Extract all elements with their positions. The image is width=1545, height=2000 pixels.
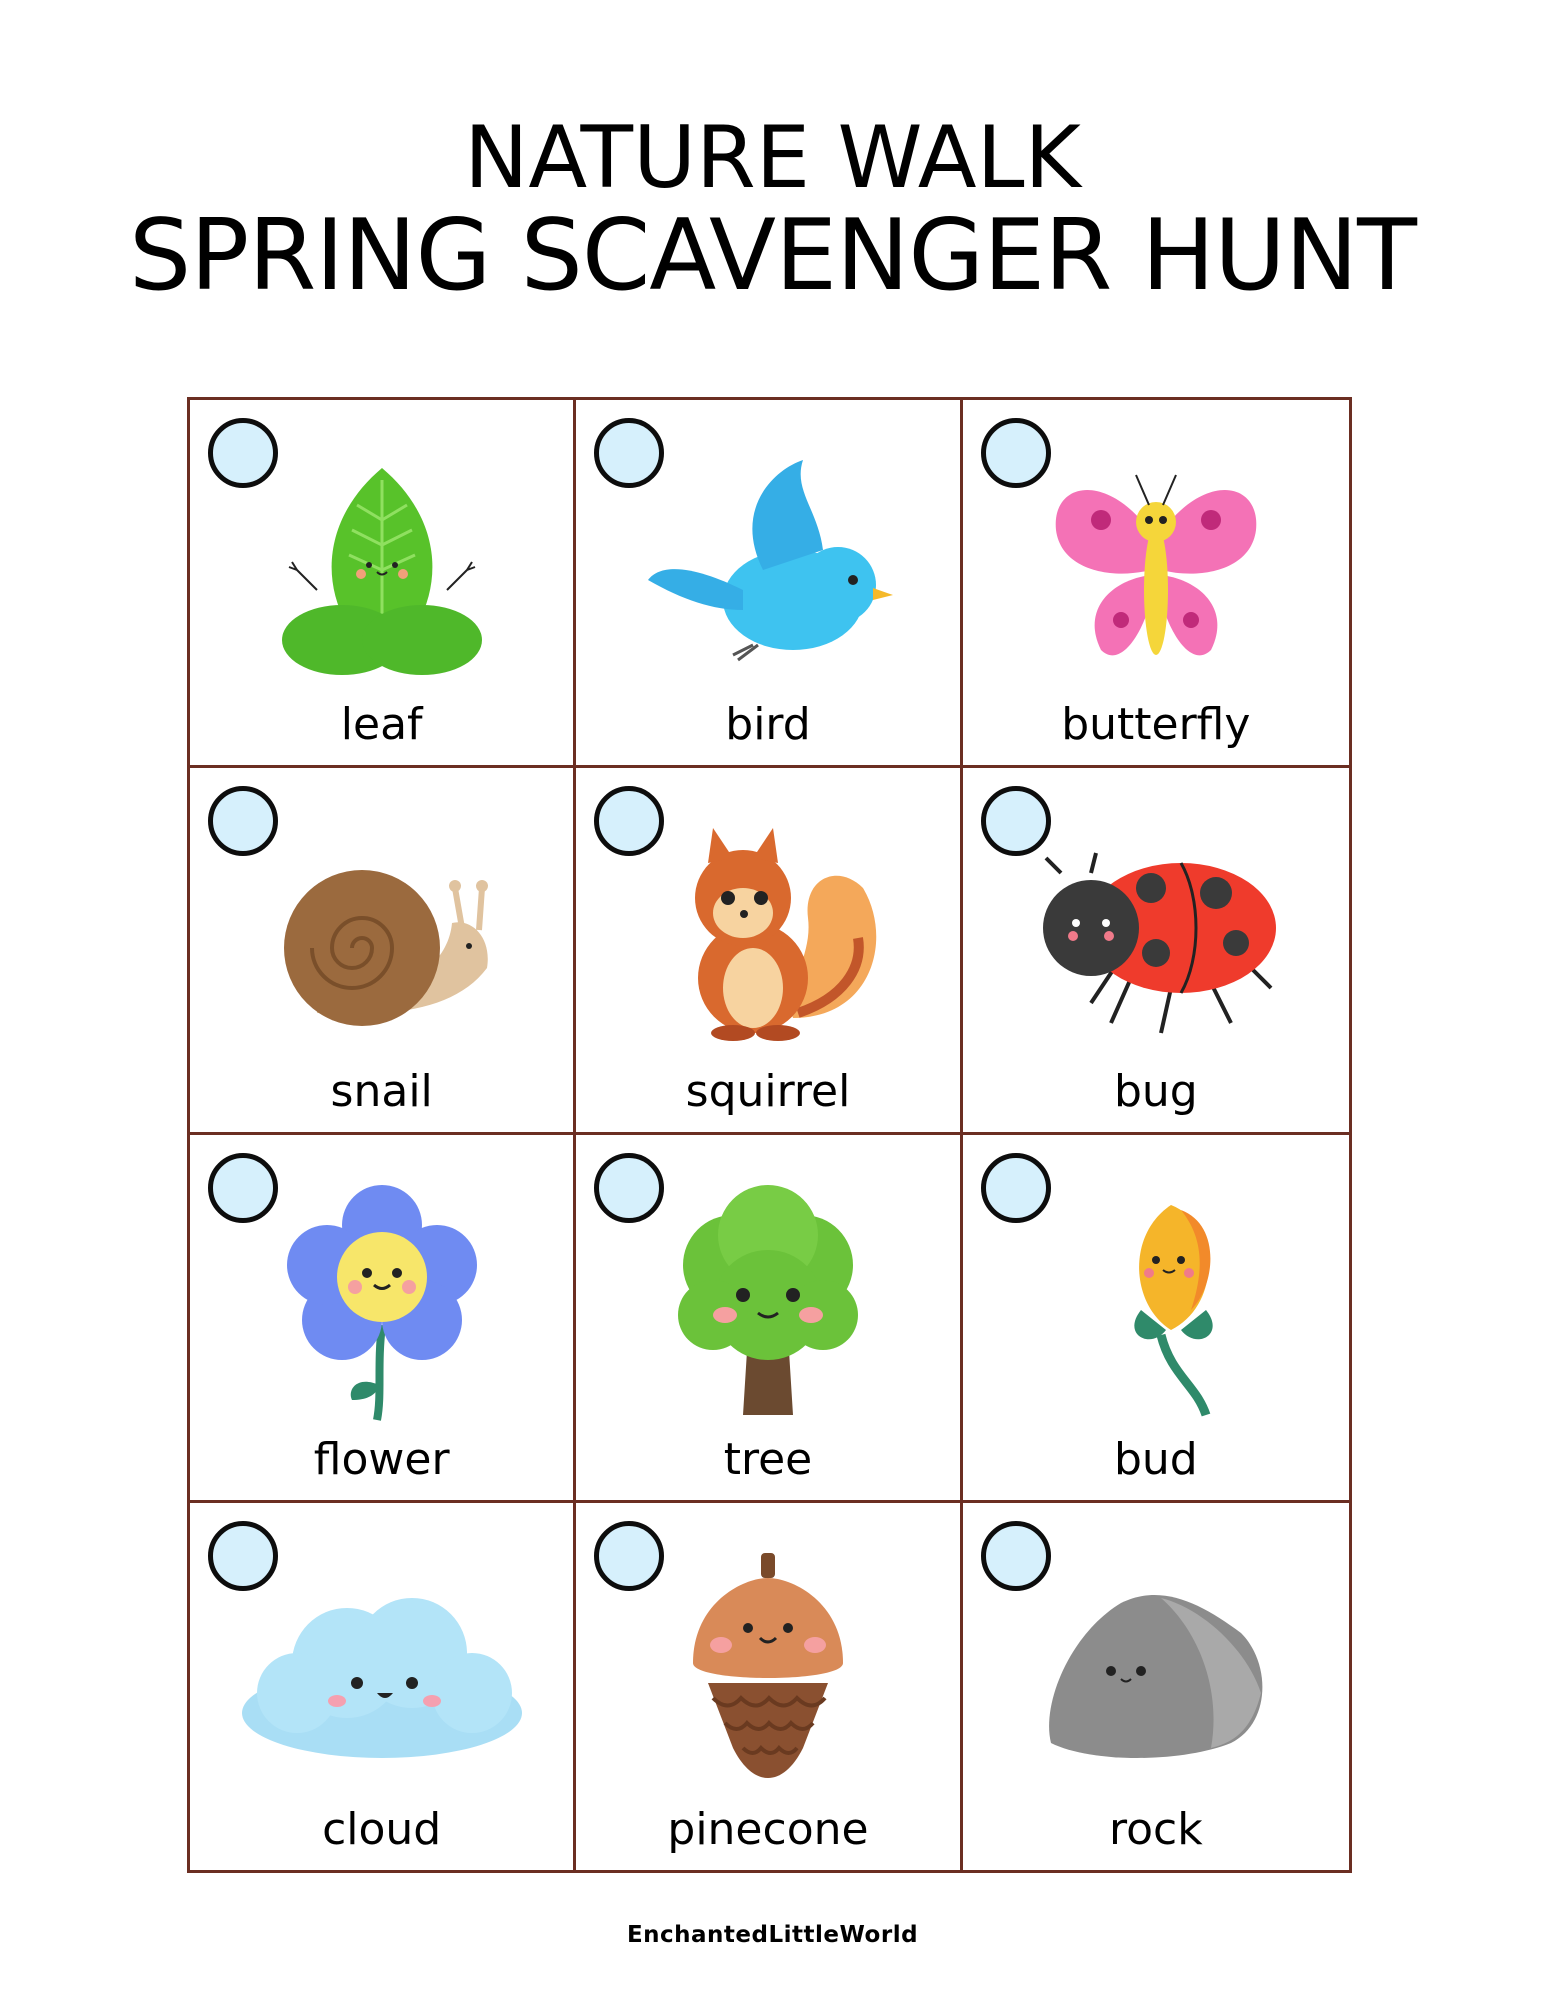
title-nature-walk: NATURE WALK	[464, 108, 1081, 208]
item-label: bud	[1113, 1433, 1198, 1485]
snail-icon	[257, 818, 507, 1058]
item-card-bird	[576, 400, 962, 768]
pinecone-icon	[643, 1553, 893, 1793]
tree-icon	[643, 1185, 893, 1425]
item-card-squirrel	[576, 768, 962, 1136]
squirrel-icon	[643, 818, 893, 1058]
item-label: pinecone	[667, 1804, 869, 1855]
item-card-flower	[190, 1135, 576, 1503]
item-label: rock	[1108, 1804, 1203, 1855]
cloud-icon	[237, 1553, 527, 1793]
item-card-bug	[963, 768, 1349, 1136]
item-label: butterfly	[1061, 698, 1251, 750]
item-card-snail	[190, 768, 576, 1136]
butterfly-icon	[1031, 450, 1281, 690]
item-label: cloud	[322, 1804, 442, 1855]
bud-icon	[1031, 1185, 1281, 1425]
item-card-rock	[963, 1503, 1349, 1871]
item-label: bug	[1113, 1066, 1198, 1117]
item-label: flower	[313, 1433, 450, 1485]
rock-icon	[1031, 1553, 1281, 1793]
item-card-cloud	[190, 1503, 576, 1871]
item-card-pinecone	[576, 1503, 962, 1871]
item-label: snail	[330, 1066, 433, 1117]
item-card-bud	[963, 1135, 1349, 1503]
item-card-butterfly	[963, 400, 1349, 768]
scavenger-grid	[187, 397, 1352, 1873]
item-label: leaf	[340, 698, 423, 750]
ladybug-icon	[1031, 818, 1281, 1058]
leaf-icon	[257, 450, 507, 690]
bird-icon	[643, 450, 893, 690]
flower-icon	[257, 1185, 507, 1425]
item-label: squirrel	[685, 1066, 851, 1117]
title-spring-scavenger-hunt: SPRING SCAVENGER HUNT	[128, 199, 1417, 313]
item-card-leaf	[190, 400, 576, 768]
item-card-tree	[576, 1135, 962, 1503]
item-label: bird	[725, 698, 811, 750]
item-label: tree	[723, 1433, 813, 1485]
footer-credit: EnchantedLittleWorld	[626, 1922, 919, 1948]
